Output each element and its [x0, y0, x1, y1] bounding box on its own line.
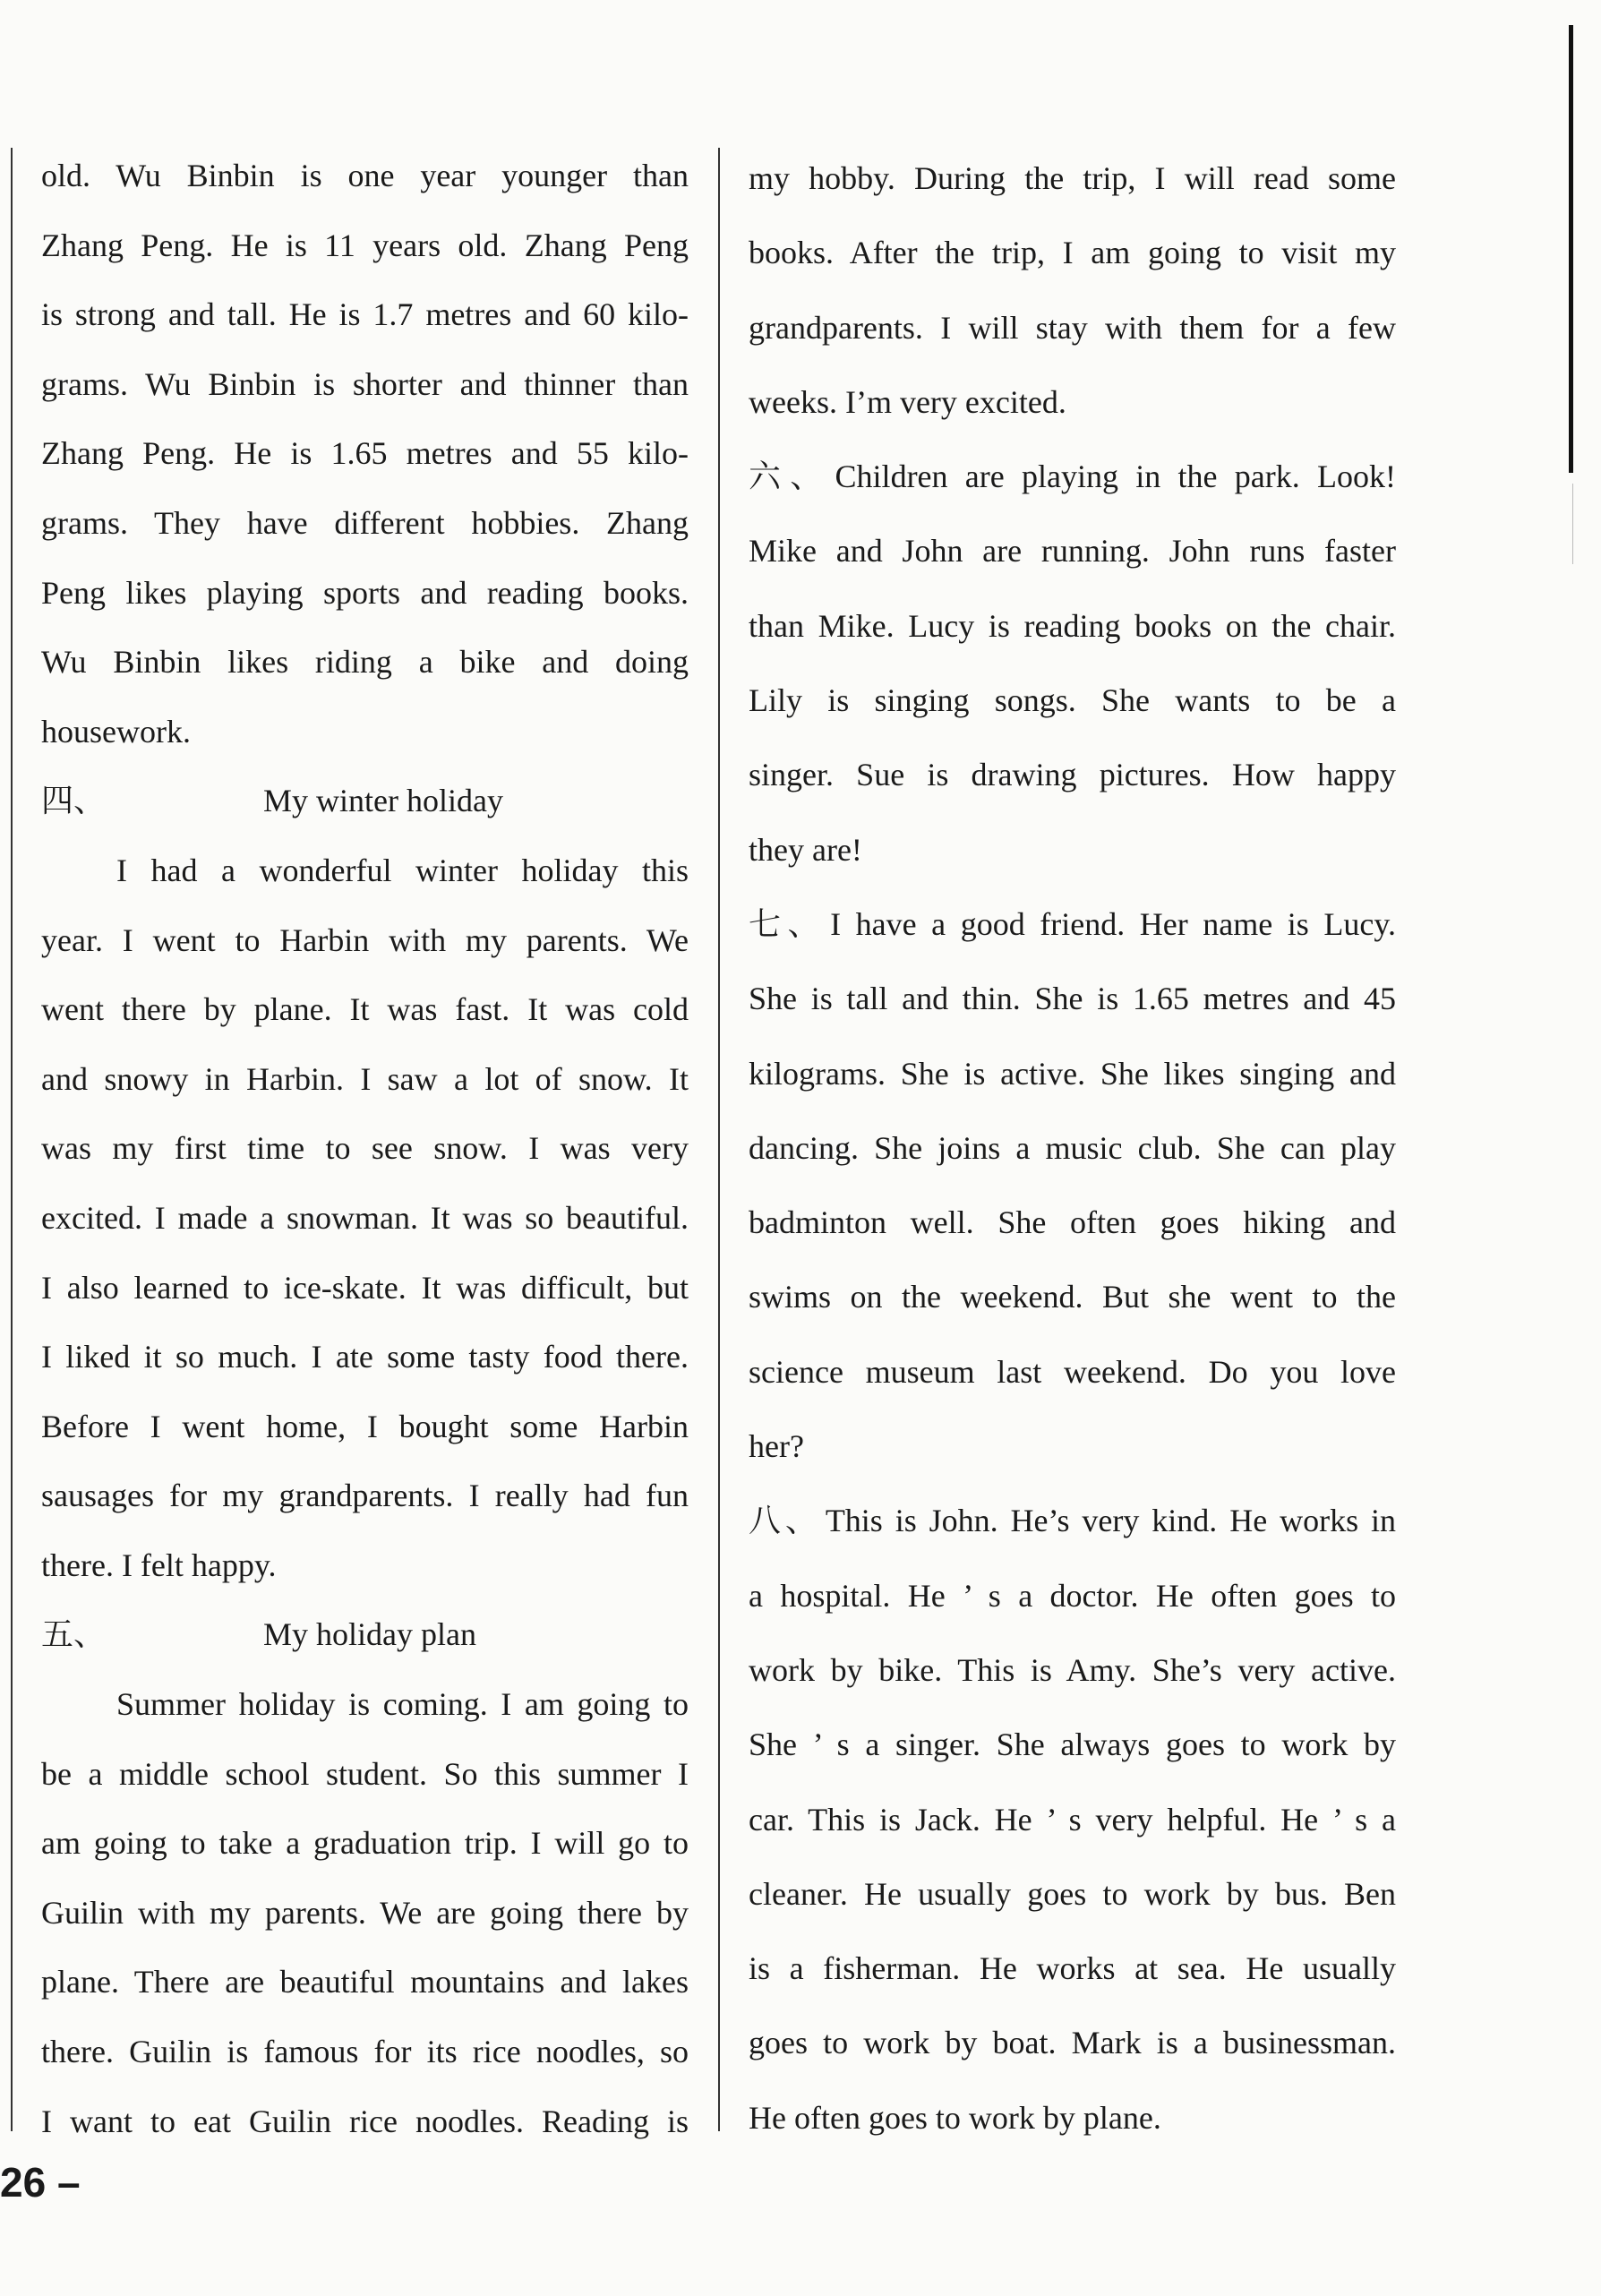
text-line: He often goes to work by plane. — [749, 2099, 1161, 2136]
text-line: singer. Sue is drawing pictures. How happy — [749, 757, 1396, 793]
text-line: goes to work by boat. Mark is a businessman. — [749, 2025, 1396, 2061]
text-line: they are! — [749, 831, 862, 868]
page-number: 26 – — [0, 2159, 81, 2206]
text-line: weeks. I’m very excited. — [749, 383, 1066, 420]
text-line: Before I went home, I bought some Harbin — [41, 1408, 689, 1444]
text-line: I liked it so much. I ate some tasty food there. — [41, 1339, 689, 1375]
text-line: there. Guilin is famous for its rice noodles, so — [41, 2034, 689, 2070]
section-5-heading — [41, 1600, 689, 1670]
right-column — [749, 141, 1396, 2155]
section-4-title: My winter holiday — [263, 783, 503, 819]
text-line: year. I went to Harbin with my parents. We — [41, 921, 689, 958]
text-line: This is John. He’s very kind. He works in — [825, 1503, 1396, 1539]
text-line: housework. — [41, 713, 191, 750]
section-7-first-line — [749, 887, 1396, 962]
text-line: I want to eat Guilin rice noodles. Reading is — [41, 2103, 689, 2139]
section-5-number: 五、 — [41, 1616, 107, 1653]
text-line: Lily is singing songs. She wants to be a — [749, 682, 1396, 719]
text-line: excited. I made a snowman. It was so beautiful. — [41, 1199, 689, 1236]
text-line: She ’ s a singer. She always goes to work by — [749, 1726, 1396, 1763]
text-line: dancing. She joins a music club. She can play — [749, 1129, 1396, 1166]
text-line: Children are playing in the park. Look! — [835, 458, 1396, 495]
text-line: my hobby. During the trip, I will read some — [749, 160, 1396, 196]
section-5-title: My holiday plan — [263, 1616, 476, 1653]
text-line: grandparents. I will stay with them for a few — [749, 309, 1396, 346]
text-line: She is tall and thin. She is 1.65 metres and 45 — [749, 981, 1396, 1017]
text-line: is a fisherman. He works at sea. He usually — [749, 1950, 1396, 1987]
text-line: Mike and John are running. John runs faster — [749, 533, 1396, 570]
text-line: was my first time to see snow. I was very — [41, 1130, 689, 1167]
text-line: is strong and tall. He is 1.7 metres and 60 kilo- — [41, 296, 689, 333]
text-line: a hospital. He ’ s a doctor. He often goes to — [749, 1577, 1396, 1614]
text-line: science museum last weekend. Do you love — [749, 1353, 1396, 1390]
section-7-number: 七、 — [749, 905, 827, 942]
text-line: Summer holiday is coming. I am going to — [116, 1686, 689, 1723]
text-line: Peng likes playing sports and reading books. — [41, 574, 689, 611]
text-line: car. This is Jack. He ’ s very helpful. He ’ s a — [749, 1801, 1396, 1838]
text-line: swims on the weekend. But she went to the — [749, 1279, 1396, 1315]
text-line: Zhang Peng. He is 1.65 metres and 55 kilo- — [41, 435, 689, 472]
right-edge-faint-rule — [1572, 484, 1573, 564]
text-line: Wu Binbin likes riding a bike and doing — [41, 644, 689, 681]
text-line: and snowy in Harbin. I saw a lot of snow. It — [41, 1060, 689, 1097]
text-line: grams. Wu Binbin is shorter and thinner than — [41, 365, 689, 402]
text-line: am going to take a graduation trip. I will go to — [41, 1825, 689, 1862]
text-line: grams. They have different hobbies. Zhang — [41, 504, 689, 541]
section-4-number: 四、 — [41, 783, 107, 819]
section-6-number: 六、 — [749, 458, 832, 495]
text-line: Zhang Peng. He is 11 years old. Zhang Peng — [41, 227, 689, 263]
text-line: I have a good friend. Her name is Lucy. — [830, 905, 1396, 942]
section-8-number: 八、 — [749, 1503, 822, 1539]
text-line: old. Wu Binbin is one year younger than — [41, 158, 689, 193]
section-4-heading — [41, 767, 689, 836]
text-line: plane. There are beautiful mountains and lakes — [41, 1964, 689, 2000]
section-6-first-line — [749, 440, 1396, 514]
text-line: be a middle school student. So this summer I — [41, 1755, 689, 1792]
text-line: Guilin with my parents. We are going there by — [41, 1894, 689, 1931]
text-line: badminton well. She often goes hiking and — [749, 1204, 1396, 1241]
text-line: books. After the trip, I am going to visit my — [749, 235, 1396, 271]
section-8-first-line — [749, 1484, 1396, 1558]
text-line: I had a wonderful winter holiday this — [116, 852, 689, 888]
text-line: sausages for my grandparents. I really had fun — [41, 1478, 689, 1514]
text-line: than Mike. Lucy is reading books on the chair. — [749, 607, 1396, 644]
text-line: there. I felt happy. — [41, 1546, 277, 1583]
text-line: her? — [749, 1428, 804, 1465]
text-line: I also learned to ice-skate. It was difficult, but — [41, 1269, 689, 1306]
text-line: cleaner. He usually goes to work by bus. Ben — [749, 1875, 1396, 1912]
text-line: work by bike. This is Amy. She’s very active. — [749, 1651, 1396, 1688]
left-margin-rule — [11, 148, 13, 2131]
left-column — [41, 141, 689, 2156]
column-divider — [718, 148, 720, 2131]
text-line: went there by plane. It was fast. It was cold — [41, 991, 689, 1028]
right-edge-rule — [1569, 25, 1573, 473]
text-line: kilograms. She is active. She likes singing and — [749, 1055, 1396, 1092]
